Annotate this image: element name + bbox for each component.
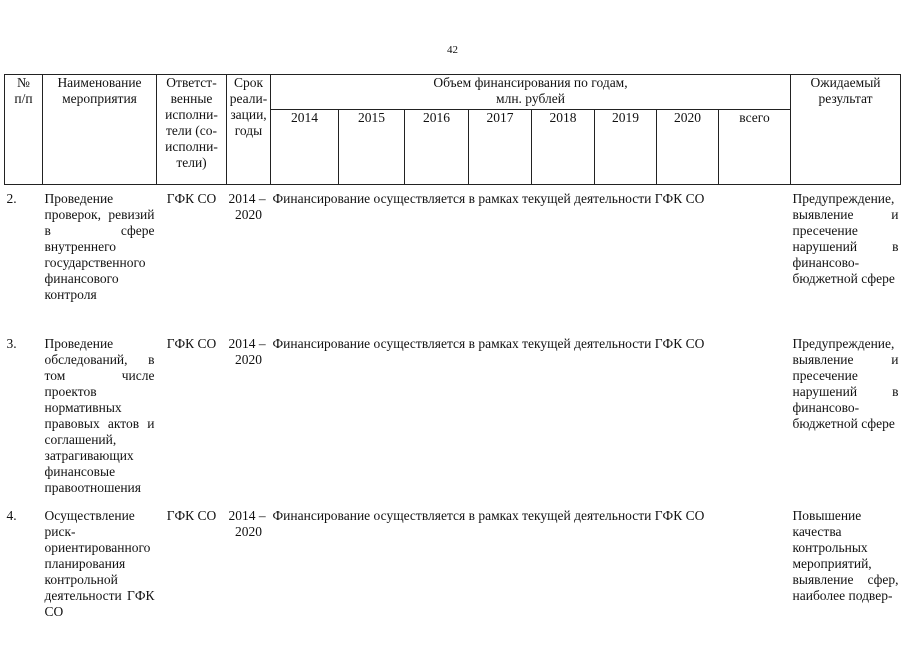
header-number [5,75,43,185]
header-name [43,75,157,185]
row-term-start: 2014 – [228,508,266,523]
year-2018: 2018 [532,110,595,185]
header-number-label: № п/п [14,75,33,106]
year-2015: 2015 [339,110,405,185]
row-funding-note: Финансирование осуществляется в рамках текущей деятельности ГФК СО [272,191,705,206]
row-funding-note: Финансирование осуществляется в рамках текущей деятельности ГФК СО [272,336,705,351]
year-total: всего [719,110,791,185]
table-row [5,330,901,502]
year-2017: 2017 [469,110,532,185]
table-row [5,185,901,331]
row-term [227,502,271,654]
row-term-start: 2014 – [228,191,266,206]
year-2019: 2019 [595,110,657,185]
year-2016: 2016 [405,110,469,185]
page-number: 42 [447,44,458,56]
row-term-start: 2014 – [228,336,266,351]
action-plan-table [4,74,901,654]
header-funding [271,75,791,110]
row-responsible: ГФК СО [166,336,217,351]
row-term-end: 2020 [235,207,262,222]
row-number: 2. [6,191,17,206]
row-result: Предупреждение, выявление и пресечение нарушений в финансово-бюджетной сфере [792,191,899,286]
row-name: Проведение обследований, в том числе проектов нормативных правовых актов и соглашений, затрагивающих финансовые правоотношения [44,336,155,495]
row-number: 3. [6,336,17,351]
header-name-label: Наименование мероприятия [57,75,142,106]
table-row [5,502,901,654]
header-row [5,75,901,110]
header-responsible [157,75,227,185]
header-result [791,75,901,185]
row-number: 4. [6,508,17,523]
header-result-label: Ожидаемый результат [810,75,881,106]
header-term [227,75,271,185]
row-term-end: 2020 [235,524,262,539]
year-2020: 2020 [657,110,719,185]
header-responsible-label: Ответст- венные исполни- тели (со- исполни- тели) [165,75,218,170]
header-funding-label: Объем финансирования по годам, млн. рублей [433,75,628,106]
row-responsible: ГФК СО [166,191,217,206]
row-name: Осуществление риск-ориентированного планирования контрольной деятельности ГФК СО [44,508,155,619]
row-result: Предупреждение, выявление и пресечение нарушений в финансово-бюджетной сфере [792,336,899,431]
row-name: Проведение проверок, ревизий в сфере внутреннего государственного финансового контроля [44,191,155,302]
row-term [227,330,271,502]
row-term-end: 2020 [235,352,262,367]
header-term-label: Срок реали- зации, годы [229,75,268,138]
row-result: Повышение качества контрольных мероприятий, выявление сфер, наиболее подвер- [792,508,899,603]
row-responsible: ГФК СО [166,508,217,523]
row-term [227,185,271,331]
year-2014: 2014 [271,110,339,185]
row-funding-note: Финансирование осуществляется в рамках текущей деятельности ГФК СО [272,508,705,523]
